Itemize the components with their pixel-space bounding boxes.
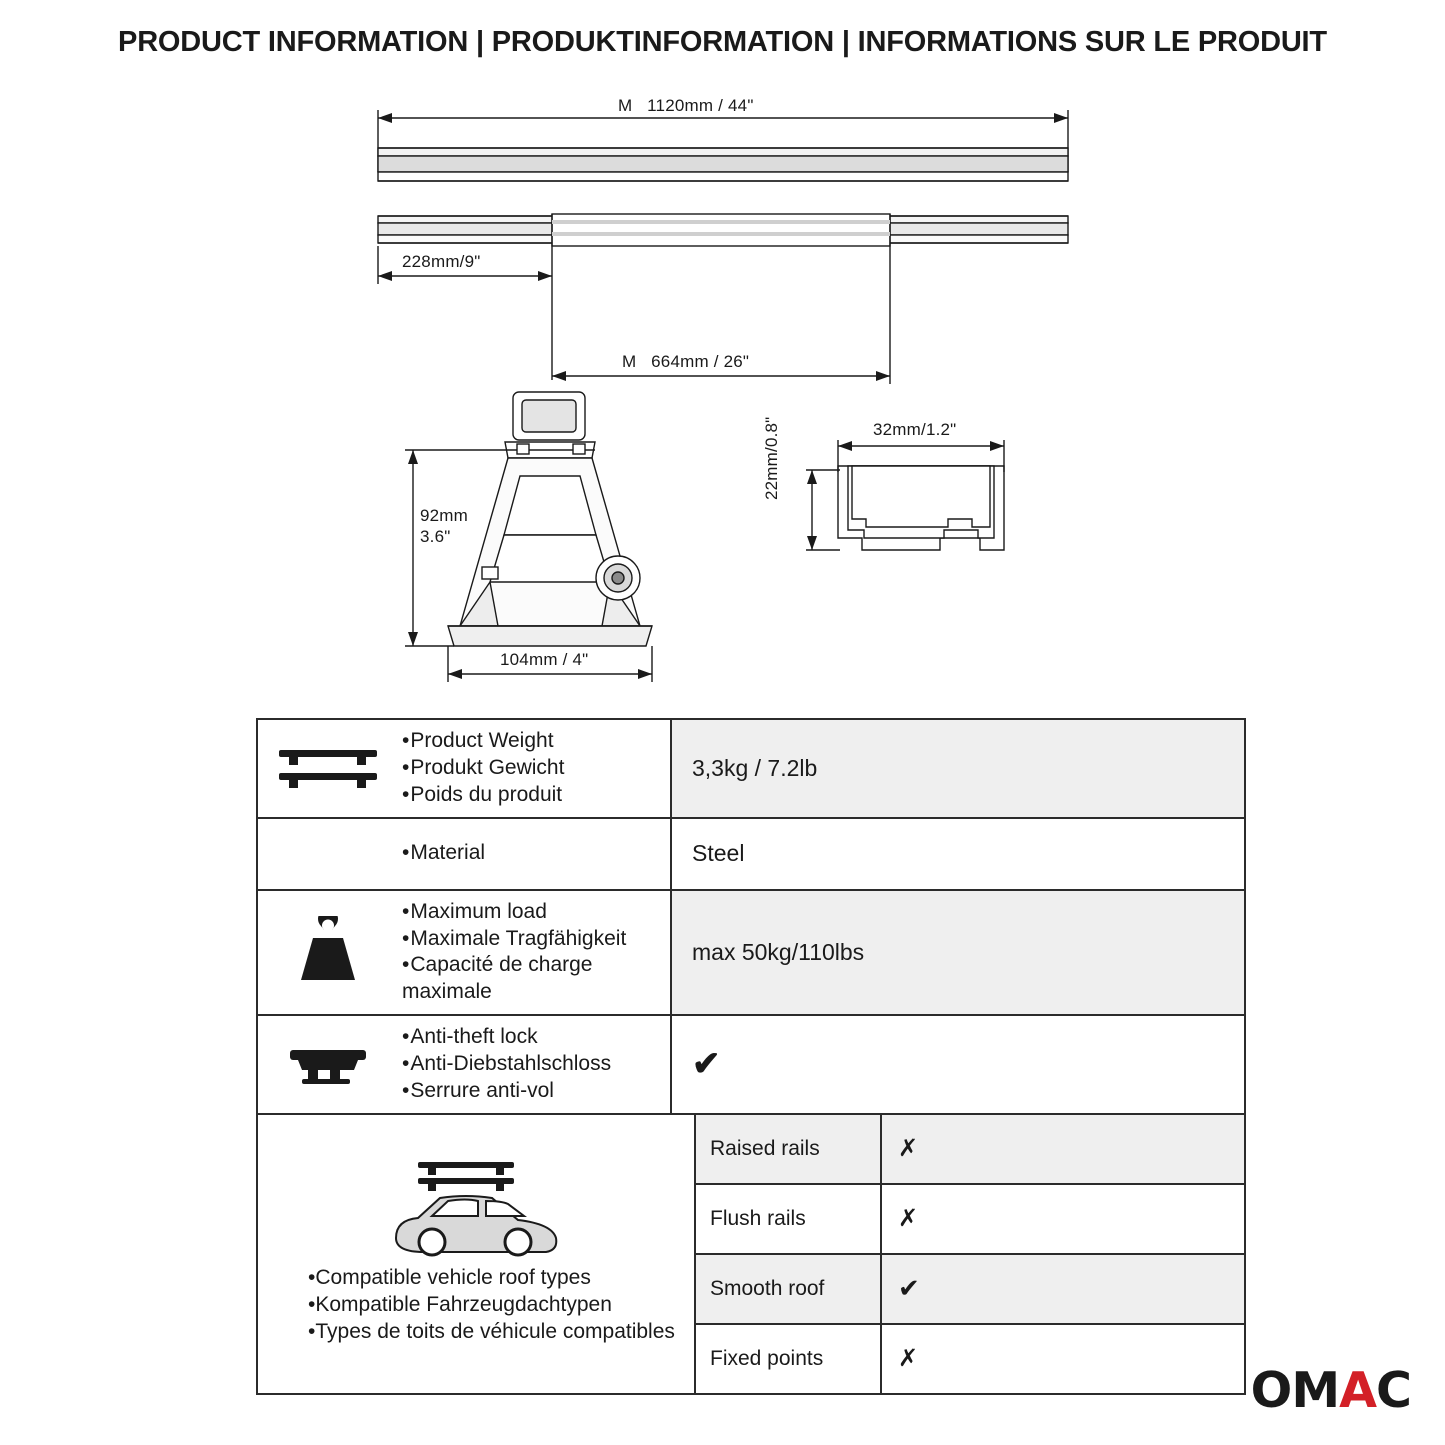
spec-label-max-load-fr: • Capacité de charge maximale — [402, 952, 664, 1006]
drawing-svg — [0, 80, 1445, 700]
spec-row-lock — [258, 1016, 1244, 1115]
spec-label-weight-fr: • Poids du produit — [402, 782, 564, 809]
compat-mark-raised-rails: ✗ — [898, 1135, 919, 1163]
material-icon-placeholder — [258, 819, 398, 889]
spec-label-max-load-de: • Maximale Tragfähigkeit — [402, 926, 664, 953]
compat-label-fr: • Types de toits de véhicule compatibles — [308, 1318, 686, 1345]
spec-label-weight-de: • Produkt Gewicht — [402, 755, 564, 782]
spec-row-max-load — [258, 891, 1244, 1017]
compatibility-left — [258, 1115, 694, 1393]
omac-logo — [1251, 1362, 1411, 1419]
compat-row-raised-rails — [696, 1115, 1244, 1185]
dim-profile-width: 32mm/1.2" — [873, 420, 957, 439]
spec-label-material-en: • Material — [402, 840, 485, 867]
compat-row-smooth-roof — [696, 1255, 1244, 1325]
spec-label-material — [398, 819, 670, 889]
technical-drawing — [0, 80, 1445, 700]
spec-label-weight — [398, 720, 670, 817]
spec-label-max-load — [398, 891, 670, 1015]
dim-foot-height — [420, 505, 468, 548]
spec-value-material: Steel — [670, 819, 1244, 889]
spec-label-lock-fr: • Serrure anti-vol — [402, 1078, 611, 1105]
spec-row-compatibility — [258, 1115, 1244, 1393]
spec-label-lock-en: • Anti-theft lock — [402, 1024, 611, 1051]
compatibility-labels — [266, 1264, 686, 1346]
compat-name-smooth-roof: Smooth roof — [696, 1255, 882, 1323]
dim-foot-spacing: M 664mm / 26" — [622, 352, 750, 371]
spec-row-weight — [258, 720, 1244, 819]
spec-label-lock — [398, 1016, 670, 1113]
compat-mark-flush-rails: ✗ — [898, 1205, 919, 1233]
logo-letter-c: C — [1376, 1362, 1411, 1419]
compat-mark-fixed-points: ✗ — [898, 1345, 919, 1373]
page-title: PRODUCT INFORMATION | PRODUKTINFORMATION | INFORMATIONS SUR LE PRODUIT — [118, 26, 1327, 58]
spec-label-lock-de: • Anti-Diebstahlschloss — [402, 1051, 611, 1078]
compatibility-list — [694, 1115, 1244, 1393]
spec-value-lock: ✔ — [670, 1016, 1244, 1113]
spec-value-weight: 3,3kg / 7.2lb — [670, 720, 1244, 817]
logo-letter-o: O — [1250, 1362, 1292, 1419]
spec-value-max-load: max 50kg/110lbs — [670, 891, 1244, 1015]
spec-label-weight-en: • Product Weight — [402, 728, 564, 755]
compat-label-en: • Compatible vehicle roof types — [308, 1264, 686, 1291]
spec-label-max-load-en: • Maximum load — [402, 899, 664, 926]
logo-letter-a: A — [1339, 1362, 1377, 1419]
logo-letter-m: M — [1291, 1362, 1340, 1419]
dim-foot-width: 104mm / 4" — [500, 650, 589, 669]
compat-name-fixed-points: Fixed points — [696, 1325, 882, 1393]
dim-foot-height-mm: 92mm — [420, 506, 469, 525]
compat-row-flush-rails — [696, 1185, 1244, 1255]
compat-label-de: • Kompatible Fahrzeugdachtypen — [308, 1291, 686, 1318]
product-spec-table — [256, 718, 1246, 1395]
compat-row-fixed-points — [696, 1325, 1244, 1393]
lock-icon — [258, 1016, 398, 1113]
spec-row-material — [258, 819, 1244, 891]
dim-foot-offset: 228mm/9" — [402, 252, 481, 271]
compat-mark-smooth-roof: ✔ — [898, 1273, 920, 1304]
weight-icon — [258, 891, 398, 1015]
compat-name-raised-rails: Raised rails — [696, 1115, 882, 1183]
car-with-rack-icon — [376, 1154, 576, 1264]
dim-foot-height-in: 3.6" — [420, 527, 451, 547]
dim-profile-height: 22mm/0.8" — [762, 416, 781, 500]
dim-bar-length: M 1120mm / 44" — [618, 96, 754, 115]
compat-name-flush-rails: Flush rails — [696, 1185, 882, 1253]
roof-rack-icon — [258, 720, 398, 817]
